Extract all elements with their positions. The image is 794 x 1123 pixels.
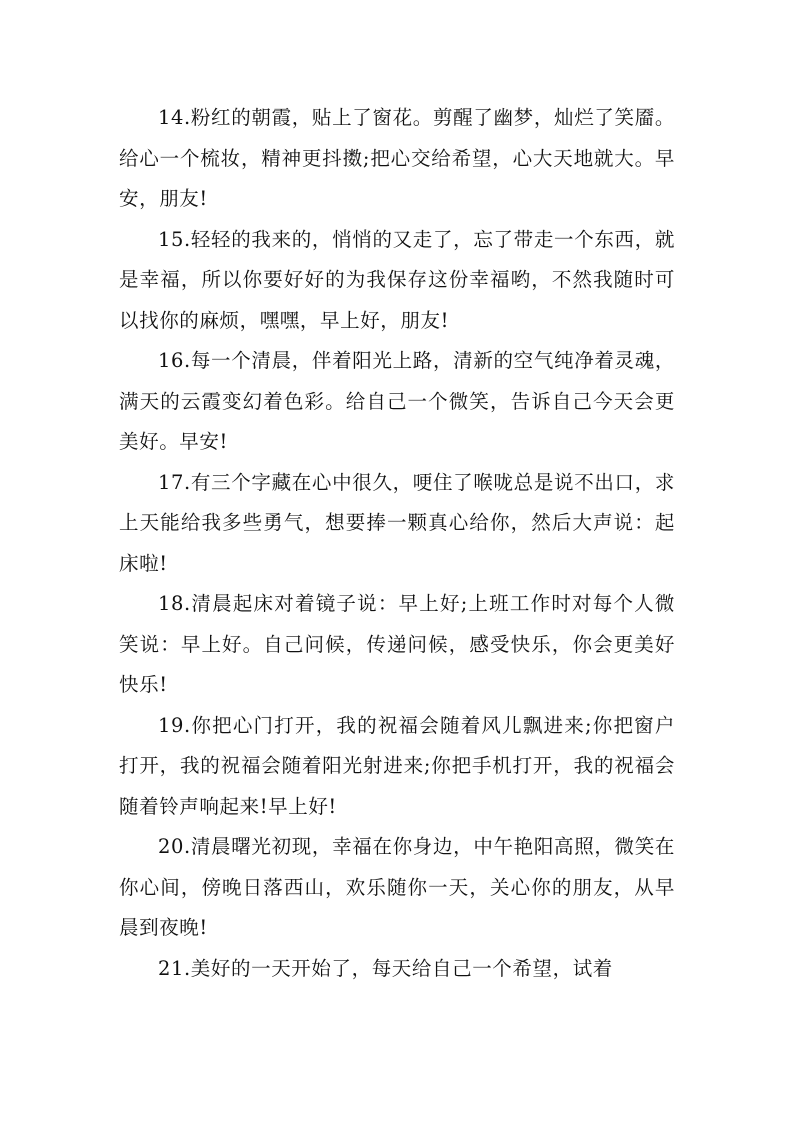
paragraph-17: 17.有三个字藏在心中很久，哽住了喉咙总是说不出口，求上天能给我多些勇气，想要捧一颗真心给你，然后大声说：起床啦!	[119, 470, 675, 575]
document-body	[119, 98, 675, 989]
paragraph-15: 15.轻轻的我来的，悄悄的又走了，忘了带走一个东西，就是幸福，所以你要好好的为我保存这份幸福哟，不然我随时可以找你的麻烦，嘿嘿，早上好，朋友!	[119, 227, 675, 332]
paragraph-14: 14.粉红的朝霞，贴上了窗花。剪醒了幽梦，灿烂了笑靥。给心一个梳妆，精神更抖擞;把心交给希望，心大天地就大。早安，朋友!	[119, 106, 675, 210]
paragraph-21: 21.美好的一天开始了，每天给自己一个希望，试着	[158, 956, 613, 980]
paragraph-18: 18.清晨起床对着镜子说：早上好;上班工作时对每个人微笑说：早上好。自己问候，传递问候，感受快乐，你会更美好快乐!	[119, 592, 675, 696]
paragraph-16: 16.每一个清晨，伴着阳光上路，清新的空气纯净着灵魂，满天的云霞变幻着色彩。给自己一个微笑，告诉自己今天会更美好。早安!	[119, 349, 675, 453]
paragraph-20: 20.清晨曙光初现，幸福在你身边，中午艳阳高照，微笑在你心间，傍晚日落西山，欢乐随你一天，关心你的朋友，从早晨到夜晚!	[119, 835, 675, 939]
paragraph-19: 19.你把心门打开，我的祝福会随着风儿飘进来;你把窗户打开，我的祝福会随着阳光射进来;你把手机打开，我的祝福会随着铃声响起来!早上好!	[119, 713, 675, 818]
